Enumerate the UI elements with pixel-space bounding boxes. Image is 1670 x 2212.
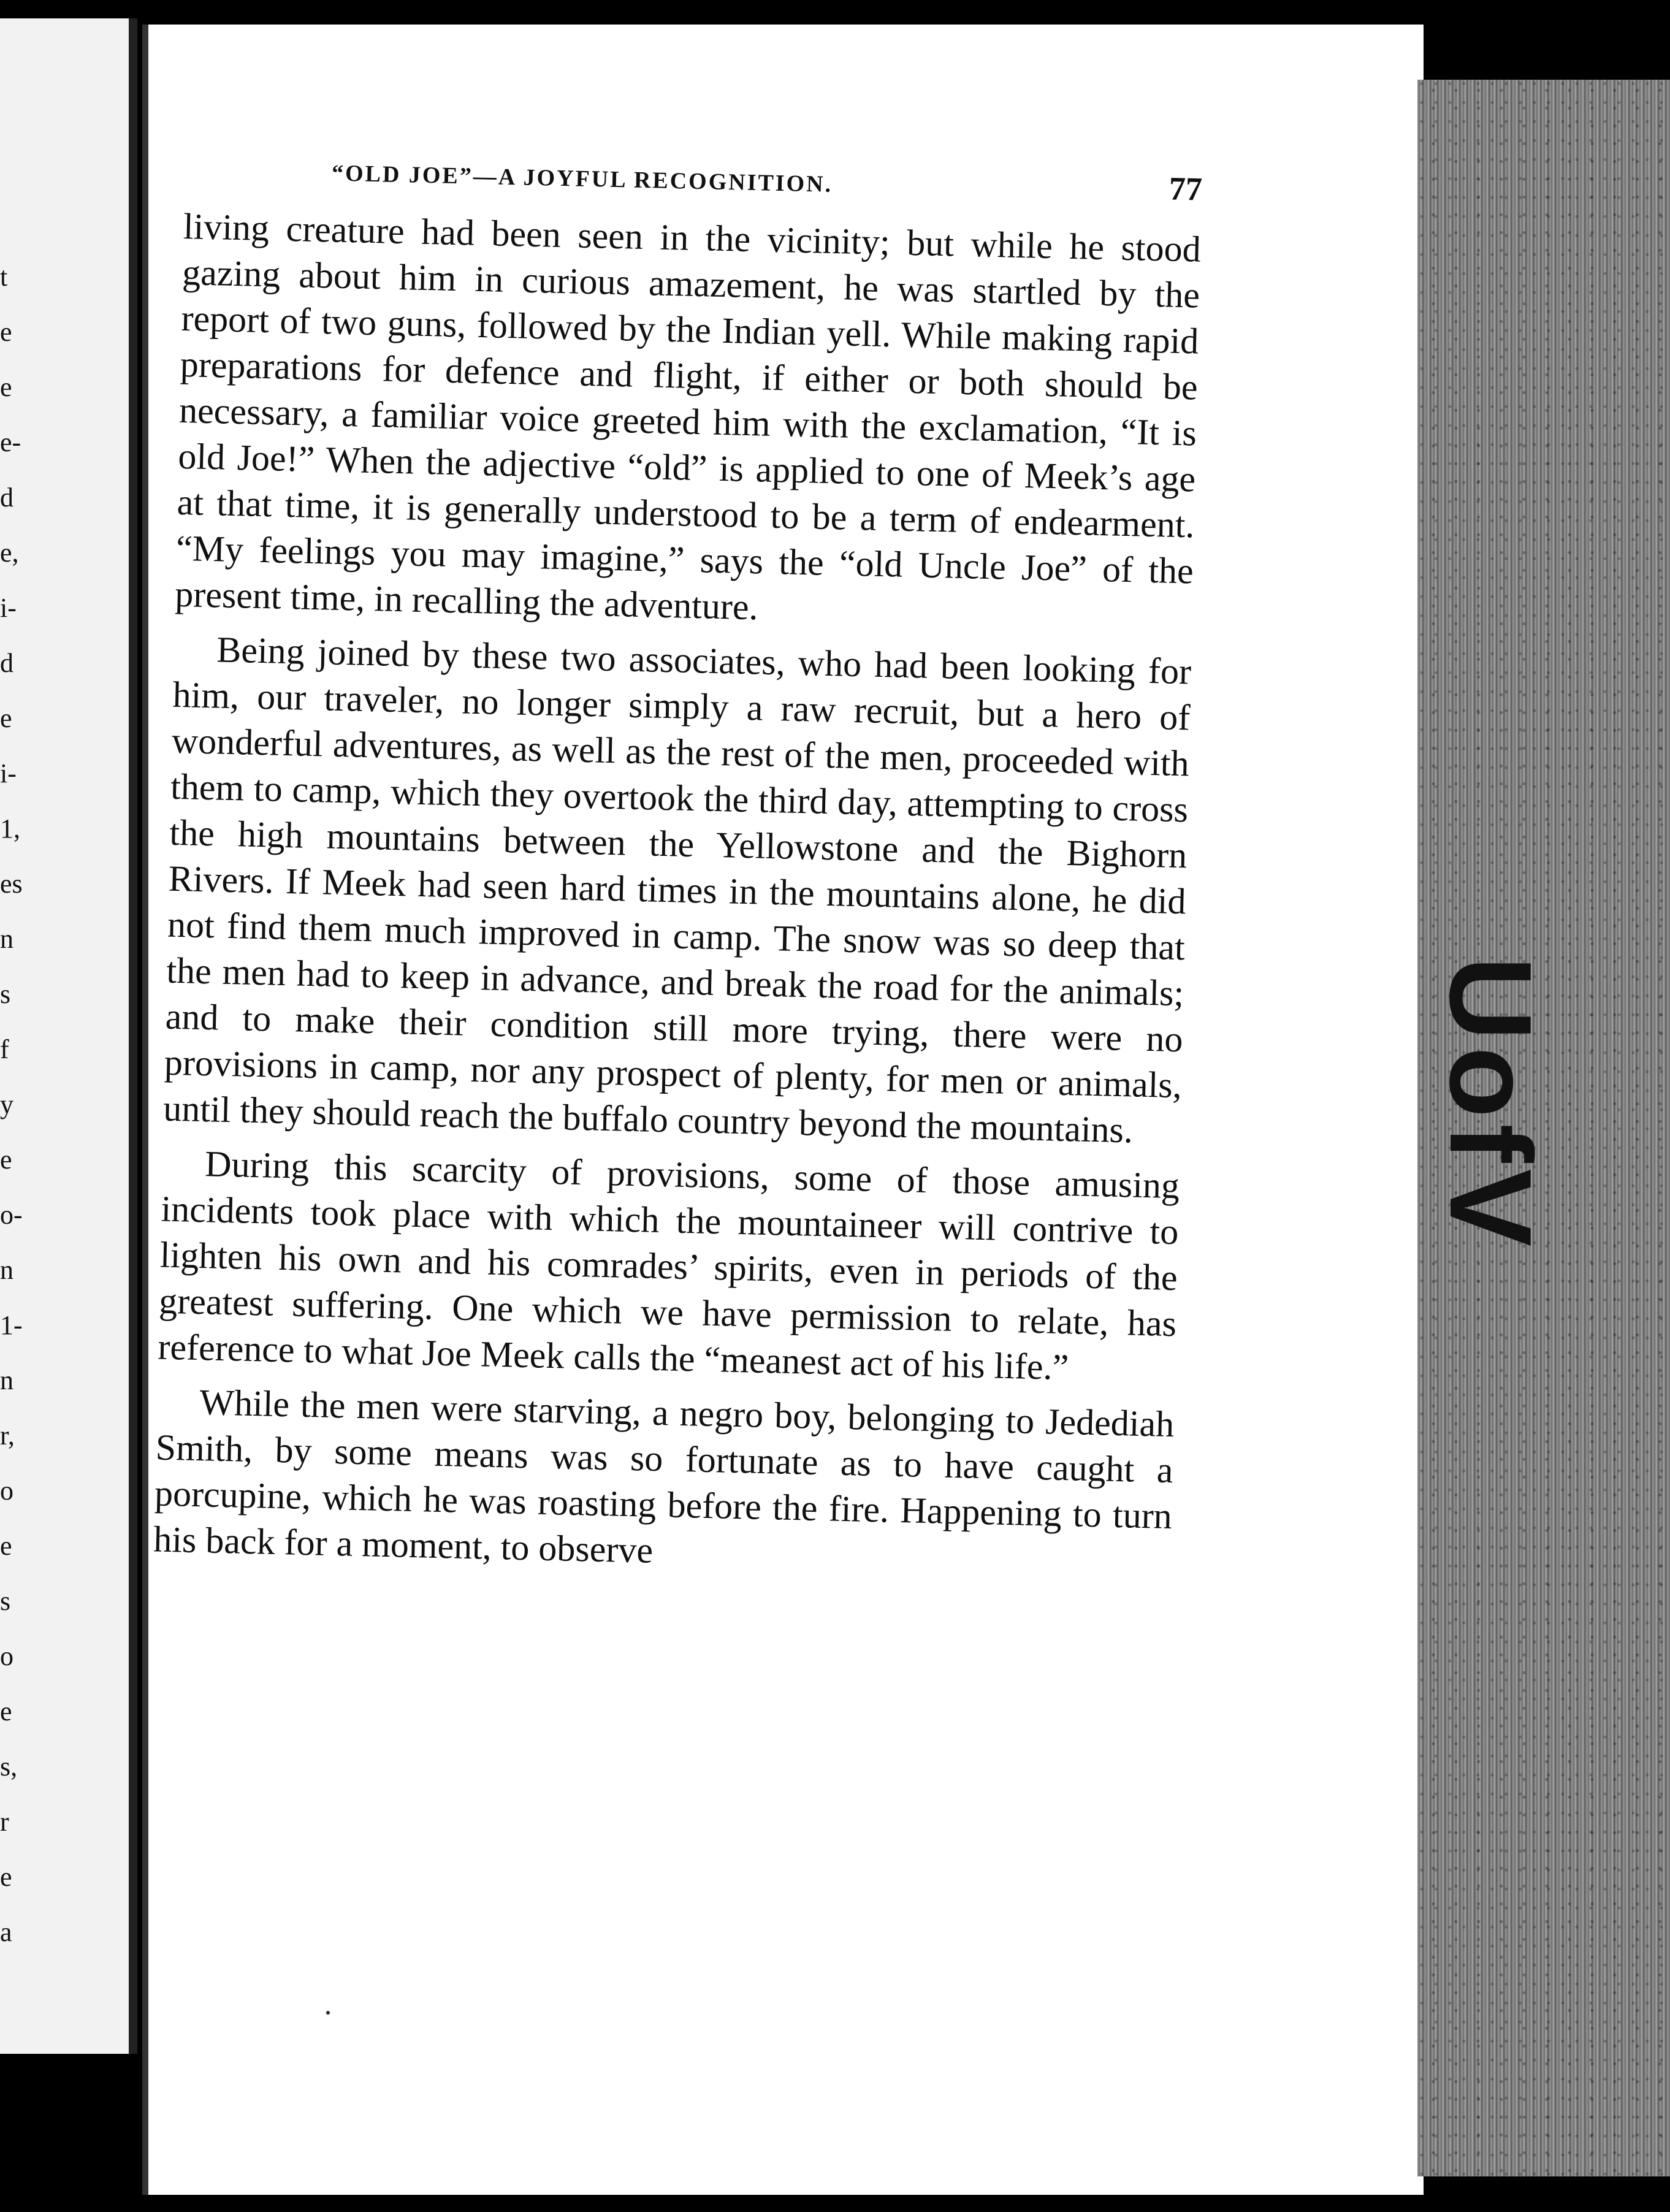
left-page-fragment: i- [0, 758, 17, 788]
left-page-fragment: d [0, 648, 13, 678]
running-head [185, 147, 1203, 208]
left-page-fragment: 1- [0, 1310, 23, 1340]
left-page-fragment: i- [0, 593, 17, 623]
library-stamp [1424, 956, 1557, 1067]
left-page-fragment: f [0, 1034, 9, 1064]
paragraph-4: While the men were starving, a negro boy, belonging to Jedediah Smith, by some means was so fortunate as to have caught a porcupine, which he was roasting before the fire. Happening to turn his back for a moment, to observe [153, 1382, 1175, 1571]
left-page-fragment: e [0, 1531, 12, 1561]
left-page-fragment: s, [0, 1752, 18, 1782]
left-page-fragment: e [0, 1145, 12, 1175]
left-page-fragment: r, [0, 1421, 15, 1451]
book-page [142, 25, 1424, 2195]
left-page-fragment: 1, [0, 814, 20, 844]
left-page-fragment: n [0, 1365, 13, 1395]
running-title: “OLD JOE”—A JOYFUL RECOGNITION. [331, 160, 833, 197]
left-page-fragment: e, [0, 538, 19, 568]
left-page-fragment: n [0, 1255, 13, 1285]
ink-speck [326, 2011, 330, 2015]
left-page-fragment: y [0, 1089, 13, 1119]
left-page-fragment: o- [0, 1200, 23, 1230]
left-page-fragment: o [0, 1476, 13, 1506]
left-page-fragment: t [0, 262, 8, 292]
left-page-fragment: n [0, 924, 13, 954]
left-page-fragment: a [0, 1917, 12, 1947]
left-page-fragment: e [0, 703, 12, 733]
left-page-fragment: r [0, 1807, 9, 1837]
paragraph-1: living creature had been seen in the vicinity; but while he stood gazing about him in curious amazement, he was startled by the report of two guns, followed by the Indian yell. While making rapid preparations for defence and flight, if either or both should be necessary, a familiar voice greeted him with the exclamation, “It is old Joe!” When the adjective “old” is applied to one of Meek’s age at that time, it is generally understood to be a term of endearment. “My feelings you may imagine,” says the “old Uncle Joe” of the present time, in recalling the adventure. [174, 205, 1202, 628]
paragraph-3: During this scarcity of provisions, some of those amusing incidents took place with which the mountaineer will contrive to lighten his own and his comrades’ spirits, even in periods of the greatest suffering. One which we have permission to relate, has reference to what Joe Meek calls the “meanest act of his life.” [157, 1143, 1180, 1388]
left-page-fragment: d [0, 482, 13, 513]
paragraph-2: Being joined by these two associates, who had been looking for him, our traveler, no longer simply a raw recruit, but a hero of wonderful adventures, as well as the rest of the men, proceeded with them to camp, which they overtook the third day, attempting to cross the high mountains between the Yellowstone and the Bighorn Rivers. If Meek had seen hard times in the mountains alone, he did not find them much improved in camp. The snow was so deep that the men had to keep in advance, and break the road for the animals; and to make their condition still more trying, there were no provisions in camp, nor any prospect of plenty, for men or animals, until they should reach the buffalo country beyond the mountains. [162, 629, 1192, 1151]
left-page-fragment: e [0, 1862, 12, 1892]
page-content [153, 147, 1202, 1594]
left-page-fragment: o [0, 1641, 13, 1671]
left-page-fragment: e [0, 372, 12, 402]
left-facing-page [0, 18, 137, 2054]
left-page-fragment: e- [0, 427, 21, 457]
left-page-fragment: e [0, 317, 12, 347]
left-page-fragment: s [0, 979, 11, 1009]
left-page-fragment: e [0, 1696, 12, 1726]
page-number: 77 [1169, 170, 1203, 208]
left-page-fragment: es [0, 869, 23, 899]
left-page-fragment: s [0, 1586, 11, 1616]
